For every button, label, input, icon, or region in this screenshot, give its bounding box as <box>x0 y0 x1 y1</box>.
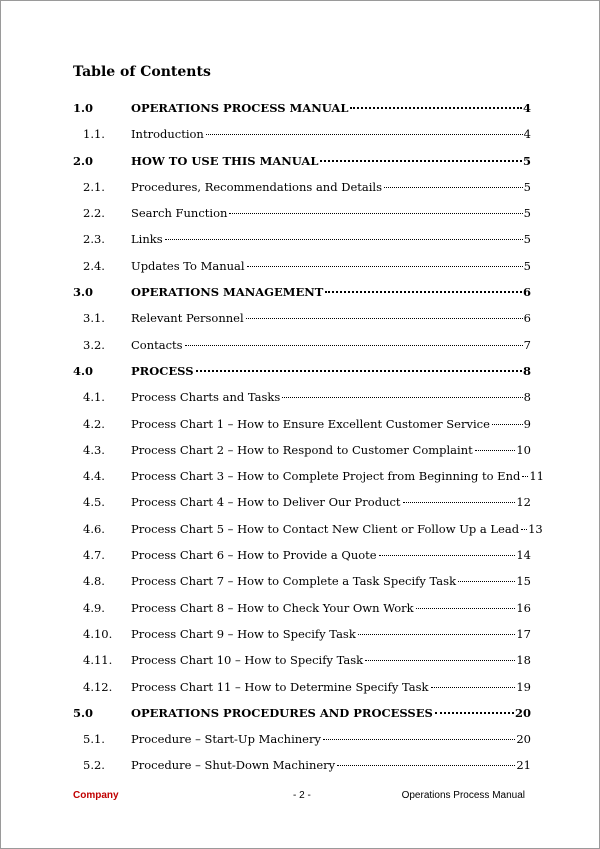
toc-entry-number: 2.2. <box>83 206 105 221</box>
page-title: Table of Contents <box>73 64 211 80</box>
toc-leader-dots <box>246 318 523 319</box>
toc-entry-page: 20 <box>516 732 531 747</box>
toc-entry-label: Process Chart 4 – How to Deliver Our Product <box>131 495 401 510</box>
toc-leader-dots <box>403 502 516 503</box>
toc-entry-page: 6 <box>523 311 531 326</box>
toc-entry-label: Procedure – Start-Up Machinery <box>131 732 321 747</box>
toc-entry-label: Relevant Personnel <box>131 311 244 326</box>
toc-entry-label: Links <box>131 232 163 247</box>
toc-entry-number: 2.1. <box>83 179 105 194</box>
toc-entry[interactable] <box>73 358 531 384</box>
toc-entry-label: HOW TO USE THIS MANUAL <box>131 153 319 168</box>
toc-entry-page: 21 <box>516 758 531 773</box>
toc-entry-page: 8 <box>523 390 531 405</box>
toc-entry[interactable] <box>73 621 531 647</box>
toc-leader-dots <box>492 424 523 425</box>
toc-leader-dots <box>358 634 516 635</box>
toc-entry[interactable] <box>73 437 531 463</box>
toc-entry-label: Process Chart 7 – How to Complete a Task Specify Task <box>131 574 457 589</box>
toc-entry[interactable] <box>73 752 531 778</box>
toc-entry-number: 4.6. <box>83 521 105 536</box>
toc-entry-page: 15 <box>516 574 531 589</box>
toc-entry-page: 13 <box>528 521 543 536</box>
toc-entry-label: Process Chart 5 – How to Contact New Client or Follow Up a Lead <box>131 521 520 536</box>
toc-entry[interactable] <box>73 384 531 410</box>
toc-entry-label: Process Chart 6 – How to Provide a Quote <box>131 548 377 563</box>
toc-entry-page: 16 <box>516 600 531 615</box>
toc-entry[interactable] <box>73 568 531 594</box>
toc-entry[interactable] <box>73 279 531 305</box>
toc-leader-dots <box>325 291 522 293</box>
toc-entry-label: Updates To Manual <box>131 258 245 273</box>
toc-entry-number: 3.1. <box>83 311 105 326</box>
toc-leader-dots <box>379 555 516 556</box>
toc-entry-page: 8 <box>522 363 531 378</box>
toc-leader-dots <box>337 765 515 766</box>
toc-leader-dots <box>521 529 527 530</box>
table-of-contents <box>73 95 544 779</box>
toc-entry-label: OPERATIONS PROCEDURES AND PROCESSES <box>131 705 433 720</box>
toc-entry-number: 5.2. <box>83 758 105 773</box>
toc-entry-page: 5 <box>523 206 531 221</box>
toc-entry-page: 5 <box>522 153 531 168</box>
toc-entry-label: Contacts <box>131 337 183 352</box>
toc-leader-dots <box>320 160 522 162</box>
toc-entry-number: 4.1. <box>83 390 105 405</box>
toc-entry[interactable] <box>73 489 531 515</box>
toc-entry-number: 4.10. <box>83 626 113 641</box>
toc-entry-number: 5.1. <box>83 732 105 747</box>
toc-entry-number: 3.2. <box>83 337 105 352</box>
toc-entry-number: 4.8. <box>83 574 105 589</box>
toc-entry-number: 2.4. <box>83 258 105 273</box>
toc-entry-number: 4.12. <box>83 679 113 694</box>
toc-entry[interactable] <box>73 411 531 437</box>
toc-entry-number: 1.0 <box>73 101 94 115</box>
toc-leader-dots <box>384 187 523 188</box>
toc-entry[interactable] <box>73 332 531 358</box>
toc-entry-label: Introduction <box>131 127 204 142</box>
toc-entry-number: 2.3. <box>83 232 105 247</box>
toc-entry[interactable] <box>73 200 531 226</box>
toc-entry[interactable] <box>73 95 531 121</box>
toc-leader-dots <box>247 266 523 267</box>
toc-entry-label: Procedure – Shut-Down Machinery <box>131 758 336 773</box>
toc-entry-number: 5.0 <box>73 705 94 720</box>
toc-entry-number: 4.0 <box>73 363 94 378</box>
toc-leader-dots <box>282 397 522 398</box>
toc-leader-dots <box>431 687 516 688</box>
toc-entry-label: Process Chart 10 – How to Specify Task <box>131 653 364 668</box>
toc-entry-page: 5 <box>523 258 531 273</box>
toc-entry-number: 2.0 <box>73 153 94 168</box>
toc-entry-number: 4.2. <box>83 416 105 431</box>
toc-entry-page: 18 <box>516 653 531 668</box>
toc-entry-label: Process Charts and Tasks <box>131 390 281 405</box>
toc-entry[interactable] <box>73 595 531 621</box>
toc-entry[interactable] <box>73 226 531 252</box>
toc-entry-page: 5 <box>523 232 531 247</box>
toc-entry-page: 4 <box>523 127 531 142</box>
toc-entry-page: 19 <box>516 679 531 694</box>
toc-entry-number: 4.7. <box>83 548 105 563</box>
toc-entry[interactable] <box>73 726 531 752</box>
toc-leader-dots <box>185 345 523 346</box>
footer-document-title: Operations Process Manual <box>401 790 525 801</box>
footer-page-number: - 2 - <box>293 790 311 801</box>
toc-entry[interactable] <box>73 700 531 726</box>
toc-entry-number: 3.0 <box>73 285 94 300</box>
toc-entry-page: 14 <box>516 548 531 563</box>
toc-leader-dots <box>475 450 516 451</box>
toc-entry[interactable] <box>73 463 544 489</box>
toc-entry-page: 4 <box>522 101 531 115</box>
toc-entry-page: 12 <box>516 495 531 510</box>
toc-entry[interactable] <box>73 647 531 673</box>
toc-entry[interactable] <box>73 253 531 279</box>
toc-entry-number: 1.1. <box>83 127 105 142</box>
toc-entry[interactable] <box>73 516 543 542</box>
toc-entry-page: 20 <box>514 705 531 720</box>
toc-entry[interactable] <box>73 542 531 568</box>
toc-entry[interactable] <box>73 121 531 147</box>
footer-company: Company <box>73 790 119 801</box>
toc-entry-label: Process Chart 1 – How to Ensure Excellent Customer Service <box>131 416 490 431</box>
toc-entry-label: Process Chart 2 – How to Respond to Customer Complaint <box>131 442 473 457</box>
toc-leader-dots <box>522 476 528 477</box>
toc-entry-page: 7 <box>523 337 531 352</box>
toc-entry-label: Process Chart 8 – How to Check Your Own Work <box>131 600 414 615</box>
toc-leader-dots <box>196 370 522 372</box>
toc-entry-label: OPERATIONS PROCESS MANUAL <box>131 101 349 115</box>
toc-entry-label: Search Function <box>131 206 228 221</box>
toc-entry-label: Procedures, Recommendations and Details <box>131 179 382 194</box>
toc-leader-dots <box>458 581 515 582</box>
toc-entry-label: Process Chart 3 – How to Complete Project from Beginning to End <box>131 469 521 484</box>
toc-entry-page: 10 <box>516 442 531 457</box>
toc-entry-label: Process Chart 9 – How to Specify Task <box>131 626 356 641</box>
toc-entry[interactable] <box>73 148 531 174</box>
toc-entry-number: 4.3. <box>83 442 105 457</box>
toc-leader-dots <box>416 608 516 609</box>
toc-entry[interactable] <box>73 305 531 331</box>
toc-leader-dots <box>323 739 515 740</box>
toc-entry-page: 9 <box>523 416 531 431</box>
toc-entry-label: PROCESS <box>131 363 194 378</box>
toc-entry[interactable] <box>73 674 531 700</box>
toc-leader-dots <box>435 712 514 714</box>
toc-entry-page: 17 <box>516 626 531 641</box>
toc-entry-page: 6 <box>522 285 531 300</box>
toc-leader-dots <box>165 239 523 240</box>
toc-entry-page: 5 <box>523 179 531 194</box>
toc-leader-dots <box>229 213 522 214</box>
toc-entry-number: 4.4. <box>83 469 105 484</box>
toc-entry-label: OPERATIONS MANAGEMENT <box>131 285 324 300</box>
toc-leader-dots <box>365 660 515 661</box>
toc-leader-dots <box>206 134 523 135</box>
toc-entry-number: 4.9. <box>83 600 105 615</box>
toc-entry[interactable] <box>73 174 531 200</box>
toc-leader-dots <box>350 107 522 109</box>
toc-entry-label: Process Chart 11 – How to Determine Specify Task <box>131 679 429 694</box>
toc-entry-number: 4.11. <box>83 653 113 668</box>
toc-entry-page: 11 <box>529 469 544 484</box>
toc-entry-number: 4.5. <box>83 495 105 510</box>
